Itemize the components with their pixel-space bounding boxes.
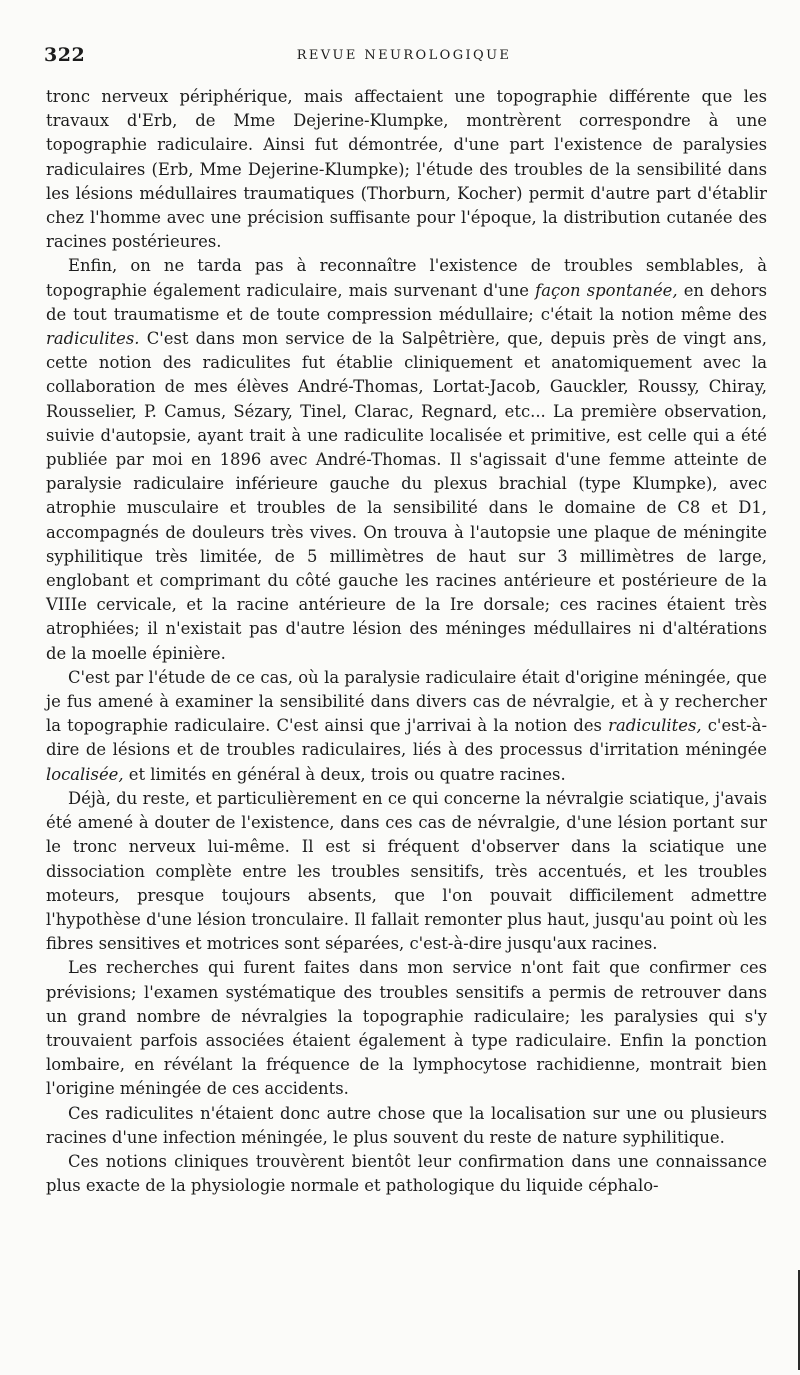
italic-text: localisée, — [46, 764, 124, 784]
text-segment: Ces radiculites n'étaient donc autre chose que la localisation sur une ou plusieurs racines d'une infection méningée, le plus souvent du reste de nature syphilitique. — [46, 1103, 767, 1147]
text-segment: Déjà, du reste, et particulièrement en ce qui concerne la névralgie sciatique, j'avais été amené à douter de l'existence, dans ces cas de névralgie, d'une lésion portant sur le tronc nerveux lui-même. Il est si fréquent d'observer dans la sciatique une dissociation complète entre les troubles sensitifs, très accentués, et les troubles moteurs, presque toujours absents, que l'on pouvait difficilement admettre l'hypothèse d'une lésion tronculaire. Il fallait remonter plus haut, jusqu'au point où les fibres sensitives et motrices sont séparées, c'est-à-dire jusqu'aux racines. — [46, 788, 767, 954]
text-segment: en dehors de tout traumatisme et de toute compression médullaire; c'était la notion même des — [46, 280, 767, 324]
text-segment: et limités en général à deux, trois ou quatre racines. — [123, 764, 566, 784]
italic-text: façon spontanée, — [535, 280, 678, 300]
text-segment: Les recherches qui furent faites dans mon service n'ont fait que confirmer ces prévisions; l'examen systématique des troubles sensitifs a permis de retrouver dans un grand nombre de névralgies la topographie radiculaire; les paralysies qui s'y trouvaient parfois associées étaient également à type radiculaire. Enfin la ponction lombaire, en révélant la fréquence de la lymphocytose rachidienne, montrait bien l'origine méningée de ces accidents. — [46, 958, 767, 1099]
paragraph — [46, 1102, 767, 1150]
text-segment: c'est-à-dire de lésions et de troubles radiculaires, liés à des processus d'irritation méningée — [46, 716, 767, 760]
paragraph — [46, 787, 767, 956]
paragraph — [46, 254, 767, 665]
paragraph — [46, 85, 767, 254]
text-segment: C'est dans mon service de la Salpêtrière, que, depuis près de vingt ans, cette notion des radiculites fut établie cliniquement et anatomiquement avec la collaboration de mes élèves André-Thomas, Lortat-Jacob, Gauckler, Roussy, Chiray, Rousselier, P. Camus, Sézary, Tinel, Clarac, Regnard, etc... La première observation, suivie d'autopsie, ayant trait à une radiculite localisée et primitive, est celle qui a été publiée par moi en 1896 avec André-Thomas. Il s'agissait d'une femme atteinte de paralysie radiculaire inférieure gauche du plexus brachial (type Klumpke), avec atrophie musculaire et troubles de la sensibilité dans le domaine de C8 et D1, accompagnés de douleurs très vives. On trouva à l'autopsie une plaque de méningite syphilitique très limitée, de 5 millimètres de haut sur 3 millimètres de large, englobant et comprimant du côté gauche les racines antérieure et postérieure de la VIIIe cervicale, et la racine antérieure de la Ire dorsale; ces racines étaient très atrophiées; il n'existait pas d'autre lésion des méninges médullaires ni d'altérations de la moelle épinière. — [46, 329, 767, 663]
text-segment: Enfin, on ne tarda pas à reconnaître l'existence de troubles semblables, à topographie également radiculaire, mais survenant d'une — [46, 256, 767, 300]
italic-text: radiculites, — [608, 716, 702, 736]
text-segment: Ces notions cliniques trouvèrent bientôt leur confirmation dans une connaissance plus exacte de la physiologie normale et pathologique du liquide céphalo- — [46, 1151, 767, 1196]
text-segment: tronc nerveux périphérique, mais affectaient une topographie différente que les travaux d'Erb, de Mme Dejerine-Klumpke, montrèrent correspondre à une topographie radiculaire. Ainsi fut démontrée, d'une part l'existence de paralysies radiculaires (Erb, Mme Dejerine-Klumpke); l'étude des troubles de la sensibilité dans les lésions médullaires traumatiques (Thorburn, Kocher) permit d'autre part d'établir chez l'homme avec une précision suffisante pour l'époque, la distribution cutanée des racines postérieures. — [46, 87, 767, 252]
paragraph — [46, 1150, 767, 1198]
page-header — [44, 42, 764, 72]
paragraph — [46, 956, 767, 1101]
paragraph — [46, 666, 767, 787]
running-head: REVUE NEUROLOGIQUE — [296, 48, 512, 63]
italic-text: radiculites. — [46, 329, 140, 349]
text-segment: C'est par l'étude de ce cas, où la paralysie radiculaire était d'origine méningée, que je fus amené à examiner la sensibilité dans divers cas de névralgie, et à y rechercher la topographie radiculaire. C'est ainsi que j'arrivai à la notion des — [46, 667, 767, 736]
page-number: 322 — [44, 44, 86, 66]
body-text — [46, 85, 767, 1198]
